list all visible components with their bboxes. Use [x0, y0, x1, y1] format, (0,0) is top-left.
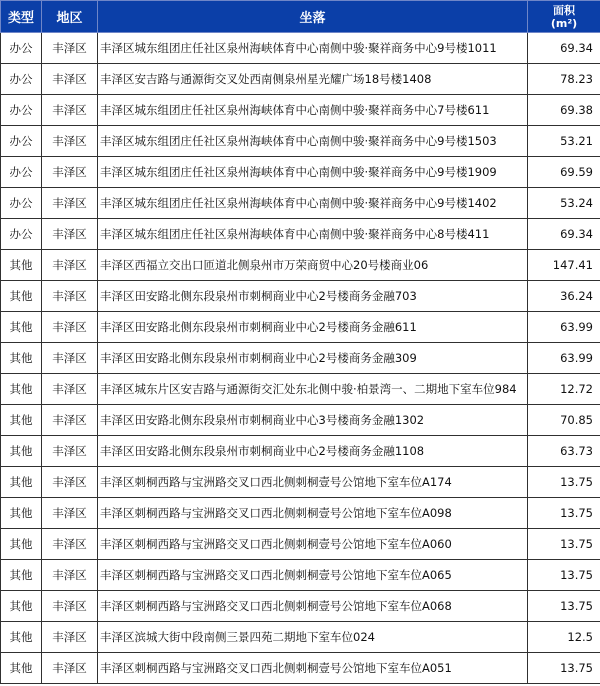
cell-location: 丰泽区安吉路与通源街交叉处西南侧泉州星光耀广场18号楼1408 [98, 64, 528, 95]
cell-area: 63.73 [528, 436, 600, 467]
cell-area: 13.75 [528, 591, 600, 622]
cell-district: 丰泽区 [42, 157, 98, 188]
cell-area: 13.75 [528, 498, 600, 529]
cell-location: 丰泽区城东组团庄任社区泉州海峡体育中心南侧中骏·聚祥商务中心9号楼1402 [98, 188, 528, 219]
table-row [1, 374, 600, 405]
cell-type: 办公 [1, 33, 42, 64]
cell-type: 办公 [1, 126, 42, 157]
table-row [1, 312, 600, 343]
cell-type: 其他 [1, 436, 42, 467]
cell-location: 丰泽区城东组团庄任社区泉州海峡体育中心南侧中骏·聚祥商务中心8号楼411 [98, 219, 528, 250]
cell-district: 丰泽区 [42, 498, 98, 529]
cell-type: 其他 [1, 374, 42, 405]
cell-area: 13.75 [528, 467, 600, 498]
cell-district: 丰泽区 [42, 219, 98, 250]
cell-area: 12.72 [528, 374, 600, 405]
cell-location: 丰泽区刺桐西路与宝洲路交叉口西北侧刺桐壹号公馆地下室车位A051 [98, 653, 528, 684]
cell-type: 其他 [1, 312, 42, 343]
cell-type: 办公 [1, 188, 42, 219]
cell-location: 丰泽区田安路北侧东段泉州市刺桐商业中心2号楼商务金融611 [98, 312, 528, 343]
cell-area: 69.34 [528, 33, 600, 64]
table-row [1, 64, 600, 95]
table-row [1, 281, 600, 312]
table-row [1, 33, 600, 64]
cell-district: 丰泽区 [42, 436, 98, 467]
cell-location: 丰泽区刺桐西路与宝洲路交叉口西北侧刺桐壹号公馆地下室车位A065 [98, 560, 528, 591]
cell-area: 70.85 [528, 405, 600, 436]
cell-type: 其他 [1, 250, 42, 281]
cell-district: 丰泽区 [42, 529, 98, 560]
table-row [1, 591, 600, 622]
table-row [1, 95, 600, 126]
cell-district: 丰泽区 [42, 312, 98, 343]
table-row [1, 157, 600, 188]
table-row [1, 467, 600, 498]
cell-area: 78.23 [528, 64, 600, 95]
cell-district: 丰泽区 [42, 250, 98, 281]
cell-type: 其他 [1, 653, 42, 684]
cell-district: 丰泽区 [42, 281, 98, 312]
cell-location: 丰泽区城东组团庄任社区泉州海峡体育中心南侧中骏·聚祥商务中心9号楼1503 [98, 126, 528, 157]
cell-type: 其他 [1, 560, 42, 591]
cell-area: 13.75 [528, 529, 600, 560]
table-row [1, 250, 600, 281]
cell-area: 69.34 [528, 219, 600, 250]
cell-district: 丰泽区 [42, 653, 98, 684]
cell-type: 办公 [1, 157, 42, 188]
cell-location: 丰泽区田安路北侧东段泉州市刺桐商业中心3号楼商务金融1302 [98, 405, 528, 436]
cell-district: 丰泽区 [42, 560, 98, 591]
cell-area: 147.41 [528, 250, 600, 281]
table-row [1, 343, 600, 374]
cell-type: 其他 [1, 498, 42, 529]
cell-district: 丰泽区 [42, 591, 98, 622]
cell-district: 丰泽区 [42, 343, 98, 374]
cell-location: 丰泽区城东组团庄任社区泉州海峡体育中心南侧中骏·聚祥商务中心9号楼1909 [98, 157, 528, 188]
header-area [528, 1, 600, 33]
cell-location: 丰泽区田安路北侧东段泉州市刺桐商业中心2号楼商务金融309 [98, 343, 528, 374]
table-row [1, 560, 600, 591]
table-header-row [1, 1, 600, 33]
cell-type: 其他 [1, 529, 42, 560]
cell-area: 12.5 [528, 622, 600, 653]
cell-type: 其他 [1, 281, 42, 312]
table-row [1, 653, 600, 684]
cell-location: 丰泽区田安路北侧东段泉州市刺桐商业中心2号楼商务金融1108 [98, 436, 528, 467]
cell-area: 63.99 [528, 343, 600, 374]
table-row [1, 498, 600, 529]
cell-location: 丰泽区滨城大街中段南侧三景四苑二期地下室车位024 [98, 622, 528, 653]
cell-type: 办公 [1, 95, 42, 126]
header-type: 类型 [1, 1, 42, 33]
cell-location: 丰泽区刺桐西路与宝洲路交叉口西北侧刺桐壹号公馆地下室车位A060 [98, 529, 528, 560]
table-body [1, 33, 600, 684]
cell-district: 丰泽区 [42, 126, 98, 157]
table-row [1, 622, 600, 653]
cell-district: 丰泽区 [42, 374, 98, 405]
cell-location: 丰泽区田安路北侧东段泉州市刺桐商业中心2号楼商务金融703 [98, 281, 528, 312]
cell-location: 丰泽区西福立交出口匝道北侧泉州市万荣商贸中心20号楼商业06 [98, 250, 528, 281]
table-row [1, 188, 600, 219]
cell-location: 丰泽区刺桐西路与宝洲路交叉口西北侧刺桐壹号公馆地下室车位A098 [98, 498, 528, 529]
table-row [1, 436, 600, 467]
cell-type: 办公 [1, 64, 42, 95]
cell-location: 丰泽区城东片区安吉路与通源街交汇处东北侧中骏·柏景湾一、二期地下室车位984 [98, 374, 528, 405]
cell-location: 丰泽区刺桐西路与宝洲路交叉口西北侧刺桐壹号公馆地下室车位A068 [98, 591, 528, 622]
cell-location: 丰泽区城东组团庄任社区泉州海峡体育中心南侧中骏·聚祥商务中心7号楼611 [98, 95, 528, 126]
cell-type: 其他 [1, 467, 42, 498]
header-district: 地区 [42, 1, 98, 33]
cell-district: 丰泽区 [42, 405, 98, 436]
cell-type: 其他 [1, 343, 42, 374]
header-location: 坐落 [98, 1, 528, 33]
header-area-label: 面积 [553, 3, 575, 17]
table-row [1, 219, 600, 250]
table-row [1, 529, 600, 560]
cell-type: 其他 [1, 622, 42, 653]
cell-district: 丰泽区 [42, 467, 98, 498]
table-row [1, 126, 600, 157]
header-area-unit: (m²) [550, 16, 578, 30]
cell-area: 53.21 [528, 126, 600, 157]
cell-area: 13.75 [528, 560, 600, 591]
cell-type: 办公 [1, 219, 42, 250]
table-row [1, 405, 600, 436]
cell-district: 丰泽区 [42, 64, 98, 95]
cell-location: 丰泽区刺桐西路与宝洲路交叉口西北侧刺桐壹号公馆地下室车位A174 [98, 467, 528, 498]
cell-district: 丰泽区 [42, 95, 98, 126]
cell-area: 53.24 [528, 188, 600, 219]
cell-location: 丰泽区城东组团庄任社区泉州海峡体育中心南侧中骏·聚祥商务中心9号楼1011 [98, 33, 528, 64]
cell-type: 其他 [1, 591, 42, 622]
cell-district: 丰泽区 [42, 33, 98, 64]
cell-district: 丰泽区 [42, 622, 98, 653]
cell-area: 63.99 [528, 312, 600, 343]
cell-district: 丰泽区 [42, 188, 98, 219]
cell-type: 其他 [1, 405, 42, 436]
cell-area: 36.24 [528, 281, 600, 312]
cell-area: 69.38 [528, 95, 600, 126]
cell-area: 13.75 [528, 653, 600, 684]
cell-area: 69.59 [528, 157, 600, 188]
